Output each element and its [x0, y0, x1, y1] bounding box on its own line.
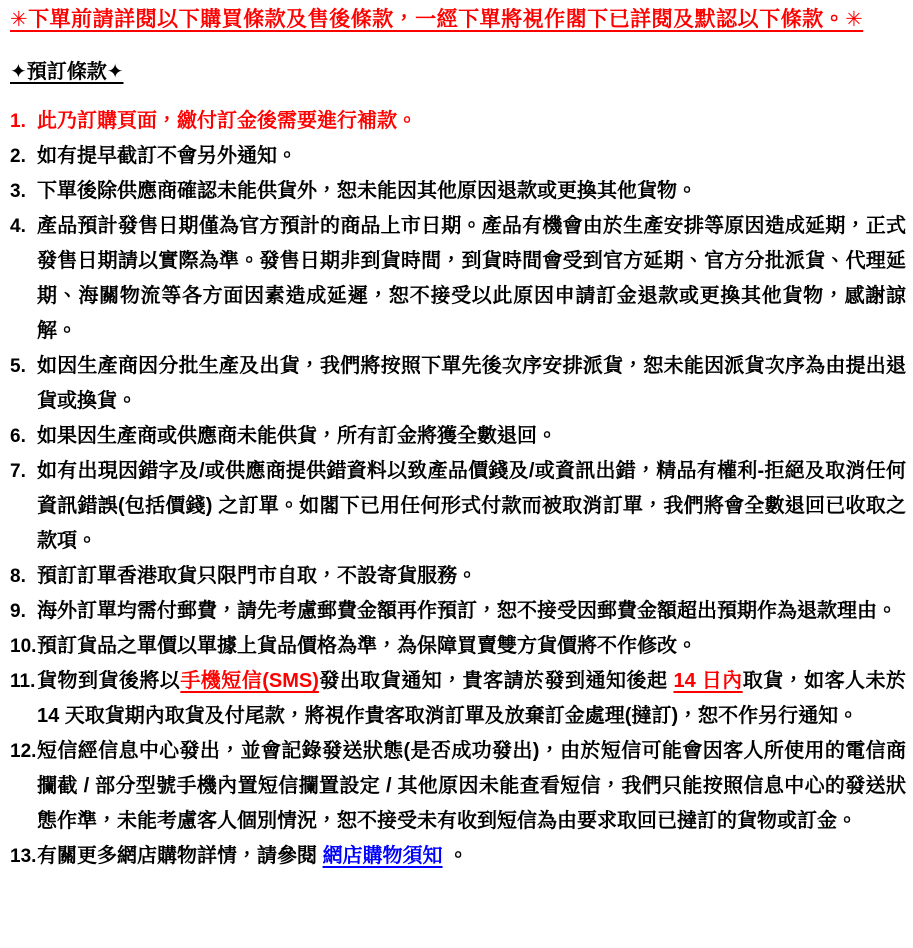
- term-number: 10.: [10, 636, 37, 657]
- term-text: 預訂訂單香港取貨只限門市自取，不設寄貨服務。: [37, 565, 477, 587]
- term-number: 1.: [10, 111, 26, 132]
- term-text: 下單後除供應商確認未能供貨外，恕未能因其他原因退款或更換其他貨物。: [37, 180, 697, 202]
- term-number: 9.: [10, 601, 26, 622]
- term-number: 4.: [10, 216, 26, 237]
- term-text: 短信經信息中心發出，並會記錄發送狀態(是否成功發出)，由於短信可能會因客人所使用的電信商攔截 / 部分型號手機內置短信攔置設定 / 其他原因未能查看短信，我們只能按照信息中心的發送狀態作準，未能考慮客人個別情況，恕不接受未有收到短信為由要求取回已撻訂的貨物或訂金。: [37, 740, 906, 832]
- term-item: [10, 349, 906, 419]
- term-text: 產品預計發售日期僅為官方預計的商品上市日期。產品有機會由於生產安排等原因造成延期，正式發售日期請以實際為準。發售日期非到貨時間，到貨時間會受到官方延期、官方分批派貨、代理延期、海關物流等各方面因素造成延遲，恕不接受以此原因申請訂金退款或更換其他貨物，感謝諒解。: [37, 215, 906, 342]
- term-item: [10, 454, 906, 559]
- term-item: [10, 664, 906, 734]
- term-text: 如有出現因錯字及/或供應商提供錯資料以致產品價錢及/或資訊出錯，精品有權利-拒絕及取消任何資訊錯誤(包括價錢) 之訂單。如閣下已用任何形式付款而被取消訂單，我們將會全數退回已收取之款項。: [37, 460, 906, 552]
- terms-list: [10, 104, 906, 874]
- term-number: 3.: [10, 181, 26, 202]
- term-text: 如果因生產商或供應商未能供貨，所有訂金將獲全數退回。: [37, 425, 557, 447]
- highlight-text: 14 日內: [673, 670, 743, 692]
- term-item: [10, 209, 906, 349]
- highlight-text: 手機短信(SMS): [180, 670, 319, 692]
- term-item: [10, 734, 906, 839]
- page-title: ✳下單前請詳閱以下購買條款及售後條款，一經下單將視作閣下已詳閱及默認以下條款。✳: [10, 8, 864, 31]
- section-heading: ✦預訂條款✦: [10, 61, 124, 83]
- term-item: [10, 174, 906, 209]
- term-text: 如有提早截訂不會另外通知。: [37, 145, 297, 167]
- term-text: 海外訂單均需付郵費，請先考慮郵費金額再作預訂，恕不接受因郵費金額超出預期作為退款理由。: [37, 600, 897, 622]
- term-number: 12.: [10, 741, 37, 762]
- term-number: 11.: [10, 671, 36, 692]
- term-number: 13.: [10, 846, 37, 867]
- term-number: 2.: [10, 146, 26, 167]
- term-item: [10, 559, 906, 594]
- term-text: 貨物到貨後將以手機短信(SMS)發出取貨通知，貴客請於發到通知後起 14 日內取貨，如客人未於14 天取貨期內取貨及付尾款，將視作貴客取消訂單及放棄訂金處理(撻訂)，恕不作另行通知。: [37, 670, 907, 727]
- term-item: [10, 104, 906, 139]
- term-text: 如因生產商因分批生產及出貨，我們將按照下單先後次序安排派貨，恕未能因派貨次序為由提出退貨或換貨。: [37, 355, 906, 412]
- term-text: 此乃訂購頁面，繳付訂金後需要進行補款。: [37, 110, 417, 132]
- shop-notice-link[interactable]: 網店購物須知: [322, 845, 443, 867]
- term-item: [10, 419, 906, 454]
- term-number: 6.: [10, 426, 26, 447]
- term-number: 8.: [10, 566, 26, 587]
- term-number: 5.: [10, 356, 26, 377]
- term-item: [10, 629, 906, 664]
- term-item: [10, 139, 906, 174]
- term-item: [10, 594, 906, 629]
- term-item: [10, 839, 906, 874]
- term-number: 7.: [10, 461, 26, 482]
- term-text: 有關更多網店購物詳情，請參閱 網店購物須知 。: [37, 845, 469, 867]
- term-text: 預訂貨品之單價以單據上貨品價格為準，為保障買賣雙方貨價將不作修改。: [37, 635, 697, 657]
